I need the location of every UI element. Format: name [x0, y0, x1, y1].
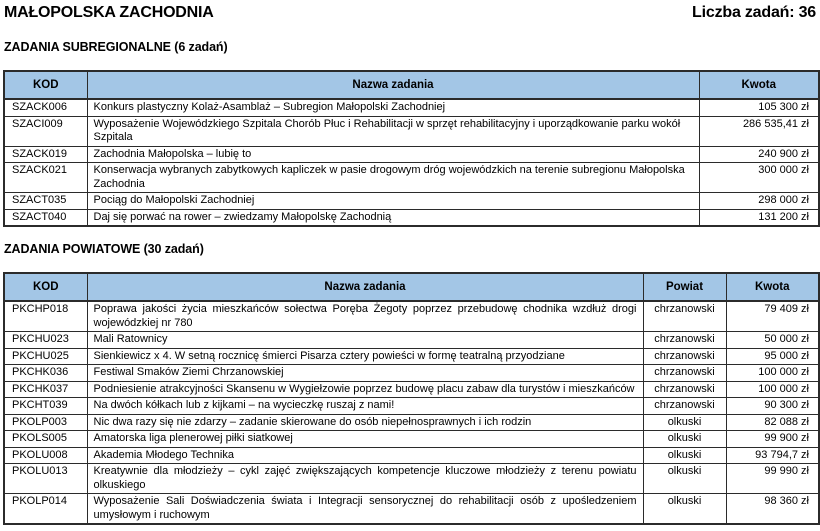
- table-row: [4, 381, 819, 398]
- table-row: [4, 301, 819, 332]
- powiat-tasks-table: [3, 272, 820, 525]
- kod-cell: PKCHP018: [4, 301, 87, 332]
- kod-cell: SZACI009: [4, 116, 87, 146]
- powiat-cell: olkuski: [643, 447, 726, 464]
- powiat-cell: chrzanowski: [643, 332, 726, 349]
- nazwa-cell: Amatorska liga plenerowej piłki siatkowej: [87, 431, 643, 448]
- table-row: [4, 332, 819, 349]
- kwota-cell: 131 200 zł: [699, 209, 819, 226]
- table-row: [4, 99, 819, 116]
- nazwa-cell: Konserwacja wybranych zabytkowych kapliczek w pasie drogowym dróg wojewódzkich na terenie subregionu Małopolska Zachodnia: [87, 163, 699, 193]
- nazwa-cell: Wyposażenie Wojewódzkiego Szpitala Chorób Płuc i Rehabilitacji w sprzęt rehabilitacyjny i uporządkowanie parku wokół Szpitala: [87, 116, 699, 146]
- powiat-table-body: [4, 301, 819, 524]
- kwota-cell: 105 300 zł: [699, 99, 819, 116]
- powiat-cell: chrzanowski: [643, 365, 726, 382]
- table-row: [4, 193, 819, 210]
- nazwa-cell: Sienkiewicz x 4. W setną rocznicę śmierci Pisarza cztery powieści w formę teatralną przyodziane: [87, 348, 643, 365]
- section-heading-subregional: ZADANIA SUBREGIONALNE (6 zadań): [4, 40, 228, 54]
- column-header-nazwa: Nazwa zadania: [87, 71, 699, 99]
- nazwa-cell: Na dwóch kółkach lub z kijkami – na wycieczkę ruszaj z nami!: [87, 398, 643, 415]
- table-row: [4, 348, 819, 365]
- column-header-kod: KOD: [4, 273, 87, 301]
- table-row: [4, 494, 819, 525]
- kod-cell: SZACT040: [4, 209, 87, 226]
- table-row: [4, 146, 819, 163]
- kwota-cell: 95 000 zł: [726, 348, 819, 365]
- nazwa-cell: Poprawa jakości życia mieszkańców sołectwa Poręba Żegoty poprzez przebudowę chodnika wzdłuż drogi wojewódzkiej nr 780: [87, 301, 643, 332]
- nazwa-cell: Pociąg do Małopolski Zachodniej: [87, 193, 699, 210]
- kwota-cell: 100 000 zł: [726, 381, 819, 398]
- kod-cell: PKOLU013: [4, 464, 87, 494]
- nazwa-cell: Festiwal Smaków Ziemi Chrzanowskiej: [87, 365, 643, 382]
- nazwa-cell: Nic dwa razy się nie zdarzy – zadanie skierowane do osób niepełnosprawnych i ich rodzin: [87, 414, 643, 431]
- column-header-powiat: Powiat: [643, 273, 726, 301]
- kod-cell: PKCHU023: [4, 332, 87, 349]
- table-row: [4, 398, 819, 415]
- column-header-nazwa: Nazwa zadania: [87, 273, 643, 301]
- column-header-kwota: Kwota: [726, 273, 819, 301]
- kwota-cell: 300 000 zł: [699, 163, 819, 193]
- kwota-cell: 82 088 zł: [726, 414, 819, 431]
- table-row: [4, 464, 819, 494]
- kwota-cell: 286 535,41 zł: [699, 116, 819, 146]
- column-header-kwota: Kwota: [699, 71, 819, 99]
- kwota-cell: 90 300 zł: [726, 398, 819, 415]
- title-bar: [4, 4, 816, 22]
- subregional-table-body: [4, 99, 819, 226]
- powiat-cell: chrzanowski: [643, 348, 726, 365]
- powiat-cell: olkuski: [643, 414, 726, 431]
- kod-cell: SZACK019: [4, 146, 87, 163]
- table-row: [4, 431, 819, 448]
- kod-cell: SZACT035: [4, 193, 87, 210]
- nazwa-cell: Mali Ratownicy: [87, 332, 643, 349]
- kwota-cell: 79 409 zł: [726, 301, 819, 332]
- header-row: [4, 273, 819, 301]
- table-row: [4, 116, 819, 146]
- kod-cell: PKCHK037: [4, 381, 87, 398]
- kod-cell: PKCHU025: [4, 348, 87, 365]
- kod-cell: PKOLP003: [4, 414, 87, 431]
- section-heading-powiatowe: ZADANIA POWIATOWE (30 zadań): [4, 242, 204, 256]
- kwota-cell: 50 000 zł: [726, 332, 819, 349]
- kwota-cell: 98 360 zł: [726, 494, 819, 525]
- table-row: [4, 447, 819, 464]
- nazwa-cell: Kreatywnie dla młodzieży – cykl zajęć zwiększających kompetencje kluczowe młodzieży z terenu powiatu olkuskiego: [87, 464, 643, 494]
- table-row: [4, 163, 819, 193]
- header-row: [4, 71, 819, 99]
- table-row: [4, 414, 819, 431]
- powiat-cell: chrzanowski: [643, 381, 726, 398]
- task-count-label: Liczba zadań: 36: [692, 4, 816, 21]
- nazwa-cell: Zachodnia Małopolska – lubię to: [87, 146, 699, 163]
- table-row: [4, 209, 819, 226]
- column-header-kod: KOD: [4, 71, 87, 99]
- powiat-cell: olkuski: [643, 494, 726, 525]
- kwota-cell: 240 900 zł: [699, 146, 819, 163]
- kwota-cell: 298 000 zł: [699, 193, 819, 210]
- kod-cell: PKOLP014: [4, 494, 87, 525]
- nazwa-cell: Podniesienie atrakcyjności Skansenu w Wygiełzowie poprzez budowę placu zabaw dla turystów i mieszkańców: [87, 381, 643, 398]
- page-title: MAŁOPOLSKA ZACHODNIA: [4, 4, 214, 21]
- kod-cell: PKOLU008: [4, 447, 87, 464]
- subregional-tasks-table: [3, 70, 820, 227]
- powiat-cell: chrzanowski: [643, 398, 726, 415]
- kod-cell: PKCHT039: [4, 398, 87, 415]
- nazwa-cell: Konkurs plastyczny Kolaż-Asamblaż – Subregion Małopolski Zachodniej: [87, 99, 699, 116]
- kwota-cell: 99 900 zł: [726, 431, 819, 448]
- nazwa-cell: Akademia Młodego Technika: [87, 447, 643, 464]
- kod-cell: SZACK021: [4, 163, 87, 193]
- powiat-table-header: [4, 273, 819, 301]
- nazwa-cell: Wyposażenie Sali Doświadczenia świata i Integracji sensorycznej do rehabilitacji osób z upośledzeniem umysłowym i ruchowym: [87, 494, 643, 525]
- subregional-table-header: [4, 71, 819, 99]
- powiat-cell: chrzanowski: [643, 301, 726, 332]
- table-row: [4, 365, 819, 382]
- kwota-cell: 99 990 zł: [726, 464, 819, 494]
- kwota-cell: 100 000 zł: [726, 365, 819, 382]
- kwota-cell: 93 794,7 zł: [726, 447, 819, 464]
- powiat-cell: olkuski: [643, 431, 726, 448]
- kod-cell: PKOLS005: [4, 431, 87, 448]
- nazwa-cell: Daj się porwać na rower – zwiedzamy Małopolskę Zachodnią: [87, 209, 699, 226]
- kod-cell: SZACK006: [4, 99, 87, 116]
- kod-cell: PKCHK036: [4, 365, 87, 382]
- powiat-cell: olkuski: [643, 464, 726, 494]
